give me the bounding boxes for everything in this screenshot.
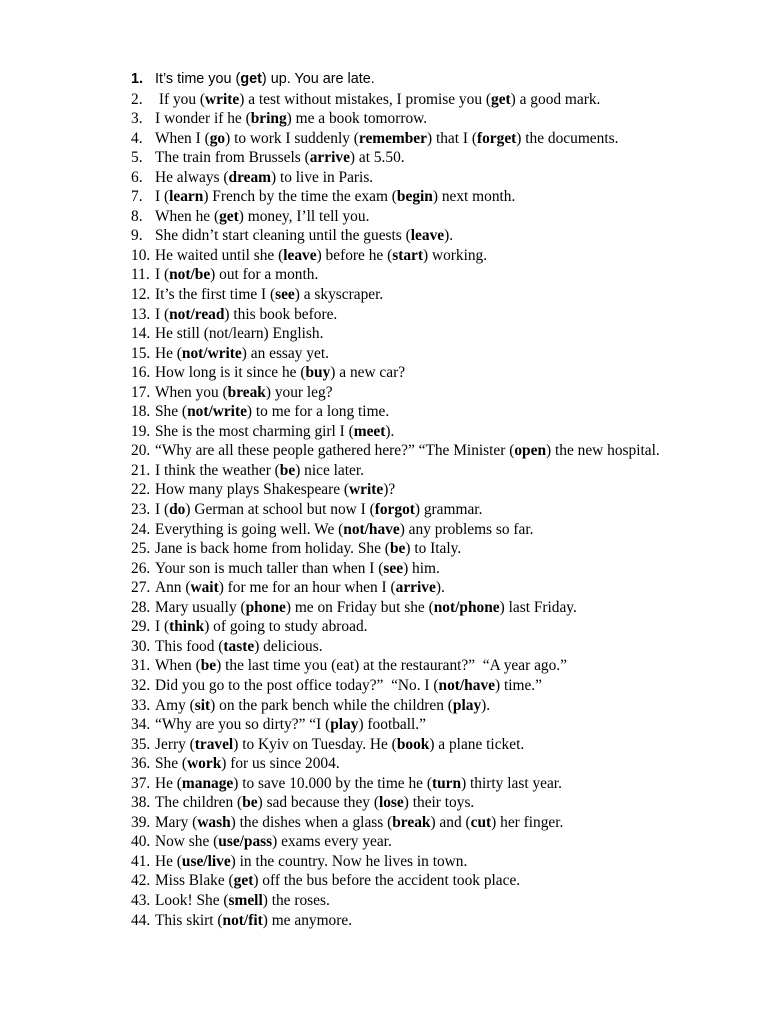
verb-prompt: leave — [410, 227, 445, 245]
verb-prompt: open — [514, 442, 547, 460]
item-number: 7. — [131, 188, 143, 206]
exercise-item — [131, 305, 731, 325]
item-sentence — [155, 676, 715, 696]
sentence-fragment: ) delicious. — [254, 637, 323, 655]
item-sentence — [155, 656, 715, 676]
sentence-fragment: ) at 5.50. — [349, 149, 405, 167]
sentence-fragment: ) football.” — [358, 716, 426, 734]
exercise-item — [131, 852, 731, 872]
sentence-fragment: ) exams every year. — [272, 833, 392, 851]
sentence-fragment: ) a test without mistakes, I promise you ( — [239, 90, 491, 108]
sentence-fragment: ) me anymore. — [262, 911, 353, 929]
verb-prompt: not/write — [187, 403, 247, 421]
sentence-fragment: ). — [444, 227, 454, 245]
item-number: 27. — [131, 579, 151, 597]
sentence-fragment: ). — [481, 696, 491, 714]
exercise-item — [131, 598, 731, 618]
sentence-fragment: ) to me for a long time. — [246, 403, 390, 421]
item-number: 28. — [131, 598, 151, 616]
item-number: 44. — [131, 911, 151, 929]
item-number: 39. — [131, 813, 151, 831]
sentence-fragment: ) a good mark. — [510, 90, 601, 108]
sentence-fragment: The children ( — [155, 794, 243, 812]
exercise-item — [131, 246, 731, 266]
verb-prompt: think — [169, 618, 205, 636]
exercise-item — [131, 148, 731, 168]
verb-prompt: sit — [194, 696, 211, 714]
sentence-fragment: When you ( — [155, 383, 228, 401]
exercise-item — [131, 168, 731, 188]
item-number: 13. — [131, 305, 151, 323]
sentence-fragment: ) money, I’ll tell you. — [238, 207, 370, 225]
item-number: 6. — [131, 168, 143, 186]
item-number: 38. — [131, 794, 151, 812]
item-sentence — [155, 344, 715, 364]
sentence-fragment: This food ( — [155, 637, 224, 655]
item-number: 17. — [131, 383, 151, 401]
verb-prompt: taste — [223, 637, 255, 655]
item-number: 31. — [131, 657, 151, 675]
sentence-fragment: ) to live in Paris. — [270, 168, 374, 186]
verb-prompt: manage — [181, 774, 234, 792]
sentence-fragment: ) your leg? — [265, 383, 333, 401]
sentence-fragment: ) off the bus before the accident took place. — [253, 872, 521, 890]
sentence-fragment: She ( — [155, 403, 188, 421]
item-sentence — [155, 226, 715, 246]
sentence-fragment: ) up. You are late. — [261, 71, 375, 87]
sentence-fragment: Jerry ( — [155, 735, 195, 753]
verb-prompt: buy — [305, 364, 331, 382]
item-sentence — [155, 578, 715, 598]
sentence-fragment: Your son is much taller than when I ( — [155, 559, 384, 577]
verb-prompt: not/have — [438, 676, 495, 694]
item-sentence — [155, 305, 715, 325]
sentence-fragment: How many plays Shakespeare ( — [155, 481, 350, 499]
item-sentence — [155, 265, 715, 285]
item-sentence — [155, 715, 715, 735]
verb-prompt: begin — [396, 188, 433, 206]
item-sentence — [155, 246, 715, 266]
sentence-fragment: If you ( — [155, 90, 206, 108]
sentence-fragment: ) German at school but now I ( — [185, 501, 375, 519]
item-sentence — [155, 148, 715, 168]
item-number: 35. — [131, 735, 151, 753]
item-sentence — [155, 383, 715, 403]
exercise-item — [131, 207, 731, 227]
item-sentence — [155, 109, 715, 129]
item-sentence — [155, 696, 715, 716]
exercise-item — [131, 285, 731, 305]
sentence-fragment: ) this book before. — [224, 305, 338, 323]
item-sentence — [155, 402, 715, 422]
sentence-fragment: I ( — [155, 618, 170, 636]
item-sentence — [155, 441, 715, 461]
exercise-item — [131, 617, 731, 637]
sentence-fragment: I ( — [155, 501, 170, 519]
item-number: 42. — [131, 872, 151, 890]
exercise-item — [131, 441, 731, 461]
item-sentence — [155, 129, 715, 149]
sentence-fragment: It’s time you ( — [155, 71, 241, 87]
verb-prompt: not/read — [169, 305, 225, 323]
sentence-fragment: This skirt ( — [155, 911, 223, 929]
sentence-fragment: “Why are you so dirty?” “I ( — [155, 716, 331, 734]
verb-prompt: remember — [358, 129, 427, 147]
sentence-fragment: He ( — [155, 852, 182, 870]
item-number: 10. — [131, 246, 151, 264]
item-sentence — [155, 793, 715, 813]
item-number: 37. — [131, 774, 151, 792]
sentence-fragment: ) of going to study abroad. — [204, 618, 368, 636]
sentence-fragment: ) their toys. — [403, 794, 475, 812]
sentence-fragment: She didn’t start cleaning until the guests ( — [155, 227, 411, 245]
verb-prompt: use/pass — [218, 833, 273, 851]
item-number: 30. — [131, 637, 151, 655]
sentence-fragment: ) the documents. — [516, 129, 619, 147]
verb-prompt: forgot — [374, 501, 415, 519]
verb-prompt: bring — [250, 110, 287, 128]
item-sentence — [155, 813, 715, 833]
verb-prompt: wash — [197, 813, 231, 831]
sentence-fragment: ) last Friday. — [499, 598, 577, 616]
verb-prompt: break — [227, 383, 266, 401]
item-sentence — [155, 285, 715, 305]
verb-prompt: start — [392, 246, 423, 264]
exercise-item — [131, 891, 731, 911]
exercise-item — [131, 793, 731, 813]
exercise-item — [131, 422, 731, 442]
item-number: 11. — [131, 266, 150, 284]
exercise-item — [131, 363, 731, 383]
verb-prompt: be — [389, 540, 406, 558]
item-number: 1. — [131, 71, 144, 87]
item-number: 32. — [131, 676, 151, 694]
sentence-fragment: It’s the first time I ( — [155, 286, 276, 304]
verb-prompt: get — [219, 207, 239, 225]
exercise-item — [131, 70, 731, 90]
item-number: 24. — [131, 520, 151, 538]
sentence-fragment: ) me a book tomorrow. — [286, 110, 428, 128]
item-number: 33. — [131, 696, 151, 714]
item-sentence — [155, 637, 715, 657]
item-number: 29. — [131, 618, 151, 636]
verb-prompt: not/fit — [222, 911, 263, 929]
verb-prompt: cut — [470, 813, 492, 831]
sentence-fragment: ) before he ( — [316, 246, 393, 264]
sentence-fragment: He still (not/learn) English. — [155, 325, 324, 343]
exercise-item — [131, 90, 731, 110]
sentence-fragment: Did you go to the post office today?” “No. I ( — [155, 676, 439, 694]
sentence-fragment: He ( — [155, 344, 182, 362]
sentence-fragment: I ( — [155, 266, 170, 284]
item-sentence — [155, 891, 715, 911]
verb-prompt: smell — [228, 891, 263, 909]
sentence-fragment: ) nice later. — [295, 461, 364, 479]
exercise-item — [131, 500, 731, 520]
sentence-fragment: She ( — [155, 755, 188, 773]
sentence-fragment: ). — [385, 422, 395, 440]
exercise-item — [131, 578, 731, 598]
sentence-fragment: ) to work I suddenly ( — [225, 129, 359, 147]
verb-prompt: book — [396, 735, 430, 753]
exercise-item — [131, 109, 731, 129]
item-sentence — [155, 774, 715, 794]
item-number: 9. — [131, 227, 143, 245]
verb-prompt: not/phone — [433, 598, 500, 616]
sentence-fragment: ) next month. — [432, 188, 516, 206]
exercise-item — [131, 696, 731, 716]
exercise-item — [131, 402, 731, 422]
verb-prompt: phone — [245, 598, 286, 616]
exercise-item — [131, 637, 731, 657]
sentence-fragment: ) and ( — [430, 813, 471, 831]
sentence-fragment: ) that I ( — [426, 129, 477, 147]
item-number: 2. — [131, 90, 143, 108]
sentence-fragment: ) out for a month. — [210, 266, 319, 284]
verb-prompt: see — [383, 559, 404, 577]
item-number: 3. — [131, 110, 143, 128]
verb-prompt: turn — [431, 774, 462, 792]
item-sentence — [155, 735, 715, 755]
item-sentence — [155, 500, 715, 520]
sentence-fragment: ). — [435, 579, 445, 597]
verb-prompt: dream — [228, 168, 271, 186]
sentence-fragment: ) him. — [403, 559, 440, 577]
item-number: 18. — [131, 403, 151, 421]
verb-prompt: use/live — [181, 852, 231, 870]
item-sentence — [155, 520, 715, 540]
exercise-item — [131, 735, 731, 755]
sentence-fragment: “Why are all these people gathered here?” “The Minister ( — [155, 442, 515, 460]
item-number: 16. — [131, 364, 151, 382]
sentence-fragment: )? — [383, 481, 396, 499]
sentence-fragment: ) working. — [422, 246, 488, 264]
sentence-fragment: ) for me for an hour when I ( — [218, 579, 396, 597]
sentence-fragment: Mary ( — [155, 813, 198, 831]
verb-prompt: get — [491, 90, 511, 108]
item-sentence — [155, 168, 715, 188]
sentence-fragment: ) thirty last year. — [461, 774, 562, 792]
item-sentence — [155, 461, 715, 481]
sentence-fragment: ) me on Friday but she ( — [285, 598, 434, 616]
item-number: 25. — [131, 540, 151, 558]
verb-prompt: travel — [194, 735, 234, 753]
exercise-item — [131, 911, 731, 931]
exercise-item — [131, 461, 731, 481]
sentence-fragment: I ( — [155, 188, 170, 206]
verb-prompt: lose — [378, 794, 404, 812]
sentence-fragment: Amy ( — [155, 696, 195, 714]
verb-prompt: meet — [353, 422, 386, 440]
verb-prompt: break — [392, 813, 431, 831]
item-sentence — [155, 422, 715, 442]
exercise-item — [131, 871, 731, 891]
verb-prompt: write — [349, 481, 384, 499]
sentence-fragment: Ann ( — [155, 579, 191, 597]
sentence-fragment: ) grammar. — [414, 501, 483, 519]
sentence-fragment: ) any problems so far. — [399, 520, 534, 538]
sentence-fragment: When he ( — [155, 207, 220, 225]
verb-prompt: do — [169, 501, 186, 519]
sentence-fragment: Look! She ( — [155, 891, 229, 909]
exercise-item — [131, 832, 731, 852]
sentence-fragment: I wonder if he ( — [155, 110, 251, 128]
item-sentence — [155, 832, 715, 852]
item-number: 19. — [131, 422, 151, 440]
sentence-fragment: ) her finger. — [491, 813, 564, 831]
verb-prompt: not/be — [169, 266, 211, 284]
sentence-fragment: Now she ( — [155, 833, 219, 851]
item-sentence — [155, 207, 715, 227]
verb-prompt: go — [209, 129, 226, 147]
verb-prompt: write — [205, 90, 240, 108]
item-sentence — [155, 871, 715, 891]
sentence-fragment: When ( — [155, 657, 201, 675]
sentence-fragment: ) the roses. — [262, 891, 330, 909]
item-sentence — [155, 559, 715, 579]
item-sentence — [155, 480, 715, 500]
sentence-fragment: ) on the park bench while the children ( — [210, 696, 453, 714]
verb-prompt: arrive — [395, 579, 436, 597]
sentence-fragment: ) sad because they ( — [257, 794, 379, 812]
exercise-item — [131, 754, 731, 774]
sentence-fragment: ) the dishes when a glass ( — [230, 813, 393, 831]
item-number: 36. — [131, 755, 151, 773]
verb-prompt: not/write — [181, 344, 242, 362]
item-number: 20. — [131, 442, 151, 460]
sentence-fragment: ) a new car? — [330, 364, 406, 382]
sentence-fragment: ) to save 10.000 by the time he ( — [233, 774, 432, 792]
exercise-item — [131, 383, 731, 403]
verb-prompt: see — [275, 286, 295, 304]
verb-prompt: learn — [169, 188, 204, 206]
verb-prompt: get — [240, 71, 262, 87]
exercise-item — [131, 656, 731, 676]
sentence-fragment: Mary usually ( — [155, 598, 246, 616]
sentence-fragment: She is the most charming girl I ( — [155, 422, 354, 440]
sentence-fragment: Everything is going well. We ( — [155, 520, 344, 538]
verb-prompt: forget — [476, 129, 517, 147]
exercise-item — [131, 344, 731, 364]
sentence-fragment: ) time.” — [494, 676, 542, 694]
sentence-fragment: ) to Kyiv on Tuesday. He ( — [233, 735, 397, 753]
item-sentence — [155, 598, 715, 618]
sentence-fragment: Miss Blake ( — [155, 872, 234, 890]
sentence-fragment: ) a skyscraper. — [294, 286, 384, 304]
item-number: 15. — [131, 344, 151, 362]
exercise-item — [131, 265, 731, 285]
exercise-item — [131, 676, 731, 696]
item-sentence — [155, 363, 715, 383]
item-number: 41. — [131, 852, 151, 870]
verb-prompt: leave — [283, 246, 317, 264]
verb-prompt: arrive — [309, 149, 350, 167]
exercise-item — [131, 559, 731, 579]
verb-prompt: wait — [190, 579, 219, 597]
verb-prompt: be — [242, 794, 258, 812]
item-number: 14. — [131, 325, 151, 343]
sentence-fragment: He always ( — [155, 168, 229, 186]
item-number: 23. — [131, 501, 151, 519]
exercise-item — [131, 226, 731, 246]
sentence-fragment: ) in the country. Now he lives in town. — [230, 852, 468, 870]
sentence-fragment: The train from Brussels ( — [155, 149, 310, 167]
exercise-item — [131, 520, 731, 540]
item-sentence — [155, 90, 715, 110]
verb-prompt: be — [200, 657, 217, 675]
item-sentence — [155, 187, 715, 207]
exercise-item — [131, 480, 731, 500]
verb-prompt: get — [233, 872, 254, 890]
verb-prompt: not/have — [343, 520, 400, 538]
item-number: 12. — [131, 286, 151, 304]
exercise-item — [131, 715, 731, 735]
item-sentence — [155, 911, 715, 931]
item-sentence — [155, 852, 715, 872]
sentence-fragment: ) an essay yet. — [241, 344, 329, 362]
verb-prompt: play — [452, 696, 482, 714]
sentence-fragment: He ( — [155, 774, 182, 792]
sentence-fragment: Jane is back home from holiday. She ( — [155, 540, 390, 558]
verb-prompt: play — [330, 716, 359, 734]
item-sentence — [155, 617, 715, 637]
sentence-fragment: ) French by the time the exam ( — [203, 188, 397, 206]
item-sentence — [155, 539, 715, 559]
exercise-item — [131, 324, 731, 344]
exercise-list — [131, 70, 731, 930]
sentence-fragment: How long is it since he ( — [155, 364, 306, 382]
exercise-item — [131, 774, 731, 794]
item-number: 34. — [131, 716, 151, 734]
item-number: 8. — [131, 207, 143, 225]
item-number: 43. — [131, 891, 151, 909]
item-number: 40. — [131, 833, 151, 851]
verb-prompt: be — [279, 461, 296, 479]
exercise-item — [131, 539, 731, 559]
verb-prompt: work — [187, 755, 222, 773]
exercise-item — [131, 129, 731, 149]
exercise-item — [131, 187, 731, 207]
sentence-fragment: I ( — [155, 305, 170, 323]
sentence-fragment: ) the new hospital. — [546, 442, 660, 460]
exercise-item — [131, 813, 731, 833]
sentence-fragment: ) a plane ticket. — [429, 735, 525, 753]
item-number: 26. — [131, 559, 151, 577]
item-sentence — [155, 324, 715, 344]
sentence-fragment: He waited until she ( — [155, 246, 284, 264]
sentence-fragment: When I ( — [155, 129, 210, 147]
item-number: 5. — [131, 149, 143, 167]
item-sentence — [155, 70, 715, 90]
item-number: 4. — [131, 129, 143, 147]
sentence-fragment: ) the last time you (eat) at the restaurant?” “A year ago.” — [216, 657, 567, 675]
item-number: 22. — [131, 481, 151, 499]
item-sentence — [155, 754, 715, 774]
item-number: 21. — [131, 461, 151, 479]
sentence-fragment: ) for us since 2004. — [221, 755, 340, 773]
sentence-fragment: ) to Italy. — [405, 540, 462, 558]
sentence-fragment: I think the weather ( — [155, 461, 280, 479]
